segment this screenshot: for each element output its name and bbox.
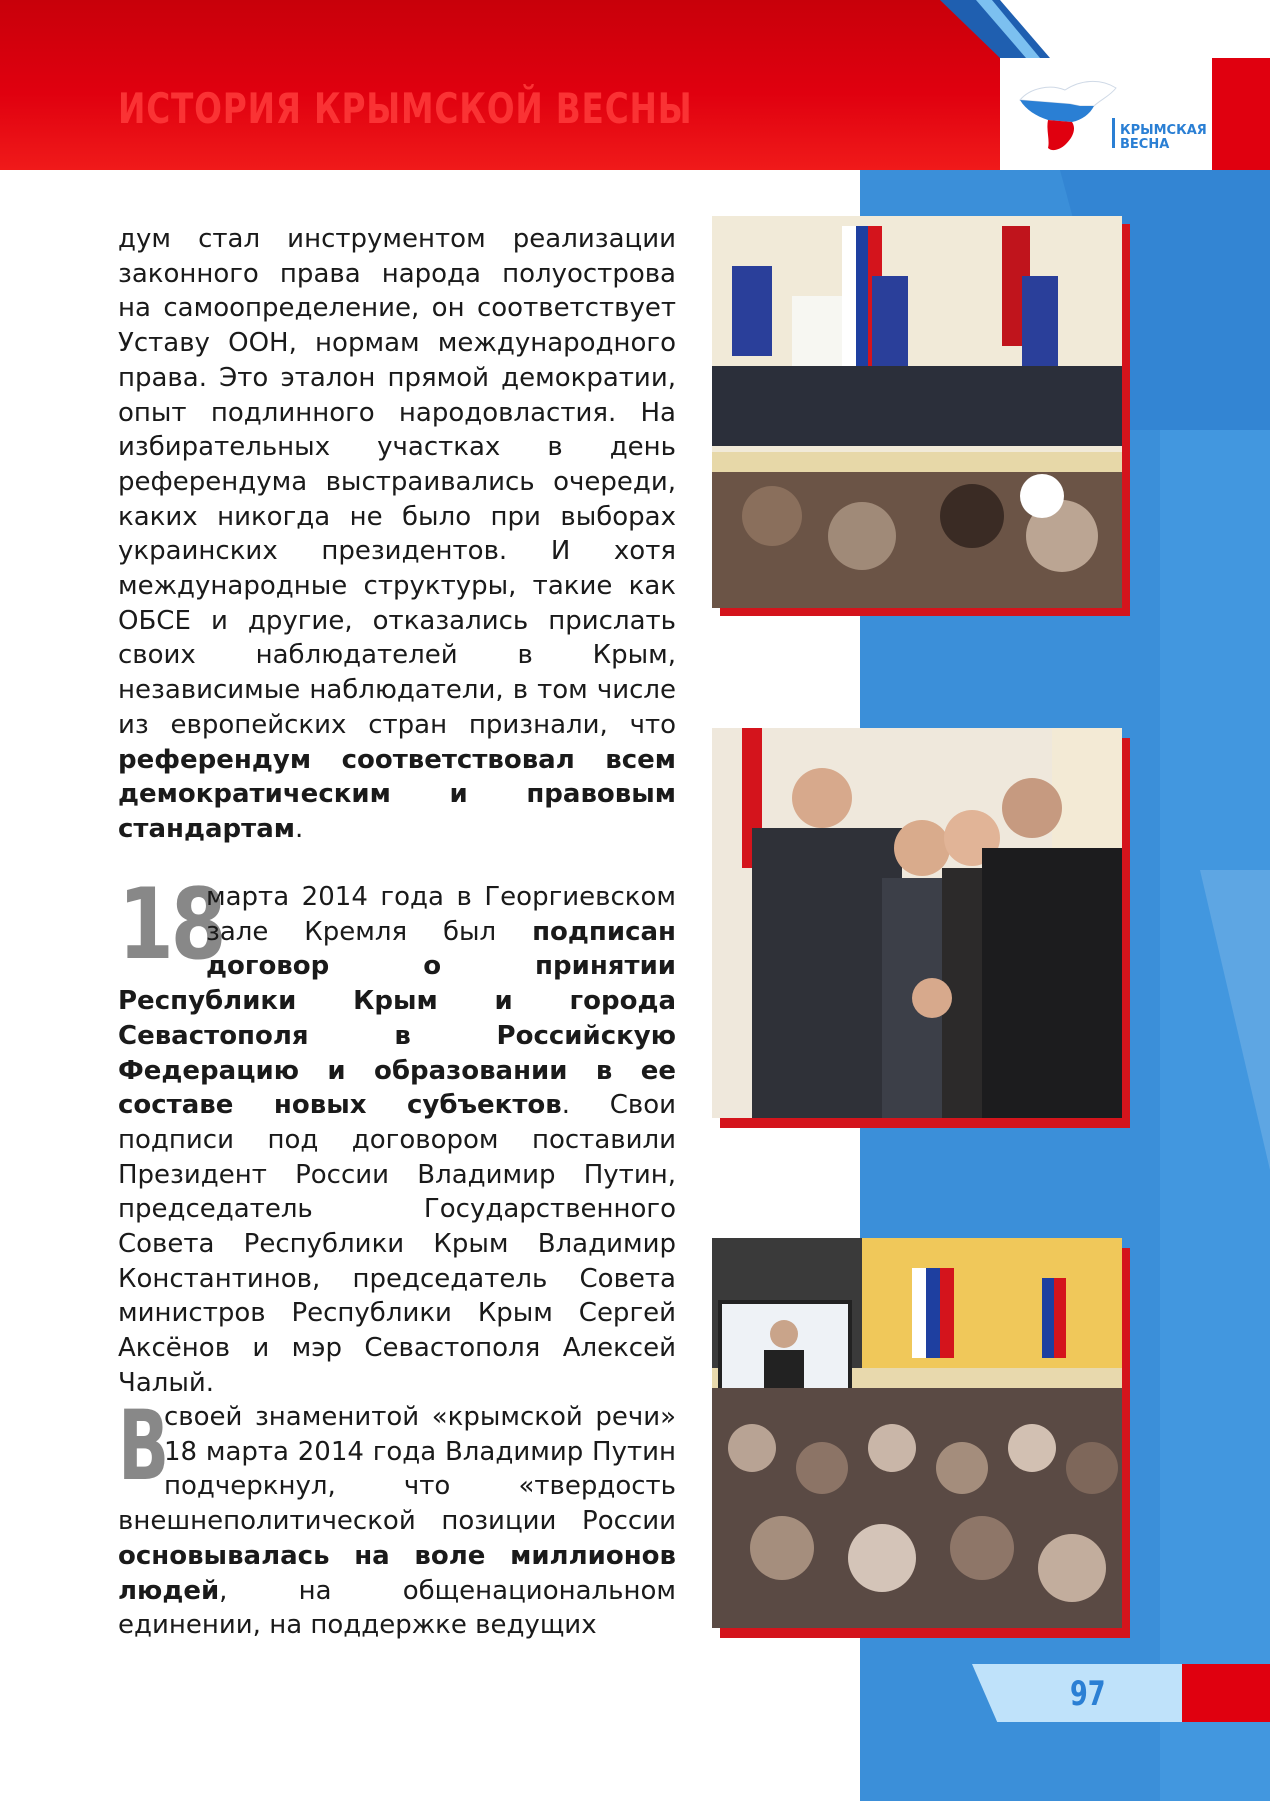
paragraph-2-end: . Свои подписи под договором поставили Президент России Владимир Путин, председатель Государственного Совета Республики Крым Владимир Константинов, председатель Совета министров Республики Крым Сергей Аксёнов и мэр Севастополя Алексей Чалый. — [118, 1090, 676, 1398]
logo-divider — [1112, 118, 1115, 148]
photo-crimean-speech-audience — [712, 1238, 1122, 1628]
crimea-map-icon — [1010, 70, 1122, 156]
header-title: ИСТОРИЯ КРЫМСКОЙ ВЕСНЫ — [118, 84, 693, 133]
dropcap-space — [118, 1400, 164, 1500]
paragraph-2 — [118, 868, 678, 1398]
paragraph-3-end: , на общенациональном единении, на поддержке ведущих — [118, 1575, 676, 1641]
page-number-accent — [1182, 1664, 1270, 1722]
photo-treaty-signing — [712, 216, 1122, 608]
photo-handshake — [712, 728, 1122, 1118]
paragraph-2-text: марта 2014 года в Георгиевском зале Кремля был — [206, 882, 676, 947]
paragraph-3-text: своей знаменитой «крымской речи» 18 марта 2014 года Владимир Путин подчеркнул, что «твердость внешнеполитической позиции России — [118, 1402, 676, 1537]
paragraph-1 — [118, 222, 676, 842]
page-number: 97 — [1070, 1674, 1106, 1714]
paragraph-1-bold: референдум соответствовал всем демократическим и правовым стандартам — [118, 744, 676, 844]
paragraph-2-bold: подписан договор о принятии Республики Крым и города Севастополя в Российскую Федерацию и образовании в ее составе новых субъектов — [118, 916, 676, 1121]
paragraph-1-text: дум стал инструментом реализации законного права народа полуострова на самоопределение, он соответствует Уставу ООН, нормам международного права. Это эталон прямой демократии, опыт подлинного народовластия. На избирательных участках в день референдума выстраивались очереди, каких никогда не было при выборах украинских президентов. И хотя международные структуры, такие как ОБСЕ и другие, отказались прислать своих наблюдателей в Крым, независимые наблюдатели, в том числе из европейских стран признали, что — [118, 224, 676, 740]
logo — [1004, 58, 1212, 170]
paragraph-3 — [118, 1390, 678, 1650]
dropcap-v: В — [118, 1390, 170, 1502]
paragraph-3-bold: основывалась на воле миллионов людей — [118, 1540, 676, 1606]
dropcap-space — [118, 880, 206, 980]
logo-text: КРЫМСКАЯ ВЕСНА — [1120, 123, 1207, 152]
dropcap-18: 18 — [118, 868, 224, 982]
paragraph-1-end: . — [295, 813, 304, 844]
